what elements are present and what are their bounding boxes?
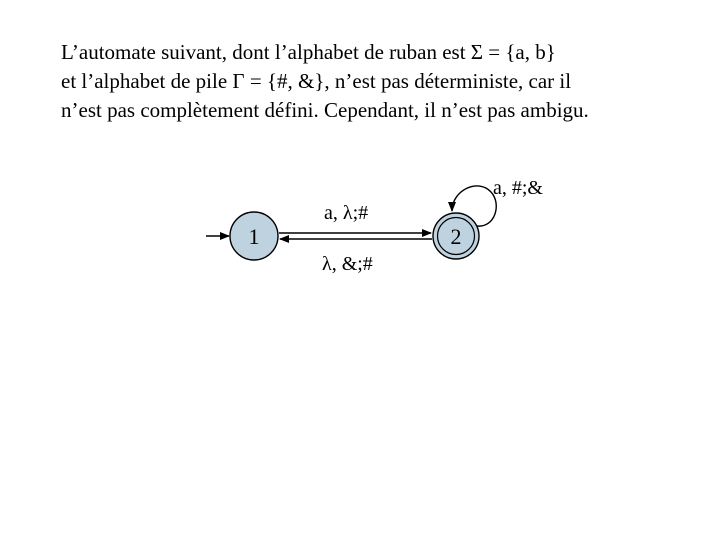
intro-line-2: et l’alphabet de pile Γ = {#, &}, n’est pas déterministe, car il — [61, 69, 572, 93]
state-2 — [433, 213, 479, 259]
state-1-label: 1 — [248, 224, 260, 249]
state-1 — [230, 212, 278, 260]
transition-2-self-loop-label: a, #;& — [493, 177, 543, 199]
transition-2-to-1-label: λ, &;# — [322, 253, 373, 275]
state-2-label: 2 — [450, 224, 462, 249]
intro-line-3: n’est pas complètement défini. Cependant, il n’est pas ambigu. — [61, 98, 589, 122]
intro-line-1: L’automate suivant, dont l’alphabet de ruban est Σ = {a, b} — [61, 40, 556, 64]
transition-1-to-2-label: a, λ;# — [324, 202, 369, 224]
